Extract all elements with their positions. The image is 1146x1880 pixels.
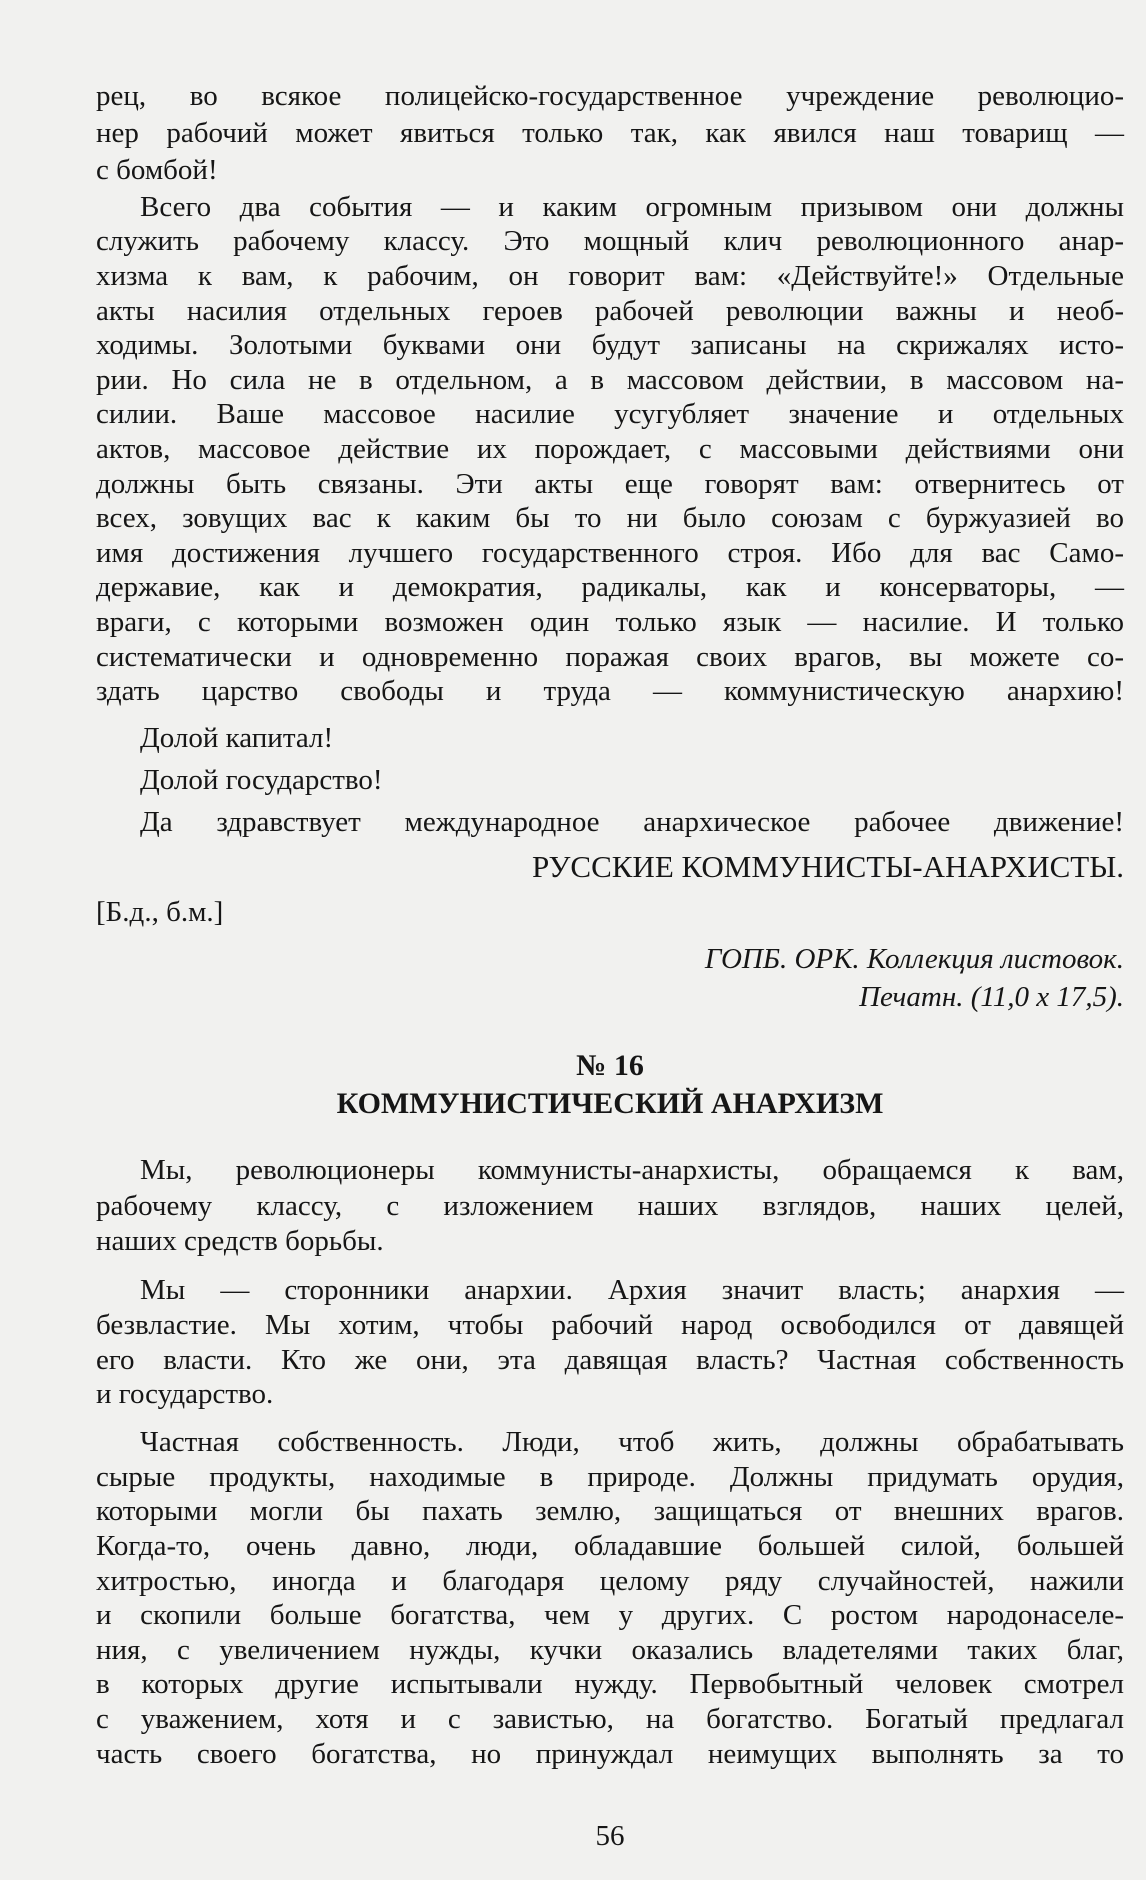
text-line: ходимы. Золотыми буквами они будут записаны на скрижалях исто- bbox=[96, 329, 1124, 361]
text-line: Мы — сторонники анархии. Архия значит власть; анархия — bbox=[140, 1274, 1124, 1306]
text-line: хитростью, иногда и благодаря целому ряду случайностей, нажили bbox=[96, 1565, 1124, 1597]
text-line: наших средств борьбы. bbox=[96, 1225, 384, 1257]
document-title: КОММУНИСТИЧЕСКИЙ АНАРХИЗМ bbox=[336, 1087, 884, 1120]
text-line: Частная собственность. Люди, чтоб жить, должны обрабатывать bbox=[140, 1426, 1124, 1458]
text-line: которыми могли бы пахать землю, защищаться от внешних врагов. bbox=[96, 1495, 1124, 1527]
archive-reference: Печатн. (11,0 х 17,5). bbox=[859, 981, 1124, 1013]
text-line: силии. Ваше массовое насилие усугубляет значение и отдельных bbox=[96, 398, 1124, 430]
text-line: Долой государство! bbox=[140, 764, 383, 796]
text-line: Мы, революционеры коммунисты-анархисты, обращаемся к вам, bbox=[140, 1154, 1124, 1186]
text-line: ния, с увеличением нужды, кучки оказались владетелями таких благ, bbox=[96, 1634, 1124, 1666]
text-line: и скопили больше богатства, чем у других. С ростом народонаселе- bbox=[96, 1599, 1124, 1631]
text-line: рабочему классу, с изложением наших взглядов, наших целей, bbox=[96, 1190, 1124, 1222]
text-line: Всего два события — и каким огромным призывом они должны bbox=[140, 191, 1124, 223]
text-line: Да здравствует международное анархическое рабочее движение! bbox=[140, 806, 1124, 838]
text-line: с бомбой! bbox=[96, 154, 218, 186]
text-line: и государство. bbox=[96, 1378, 274, 1410]
text-line: имя достижения лучшего государственного строя. Ибо для вас Само- bbox=[96, 537, 1124, 569]
text-line: Долой капитал! bbox=[140, 722, 334, 754]
text-line: Когда-то, очень давно, люди, обладавшие большей силой, большей bbox=[96, 1530, 1124, 1562]
text-line: систематически и одновременно поражая своих врагов, вы можете со- bbox=[96, 641, 1124, 673]
text-line: его власти. Кто же они, эта давящая власть? Частная собственность bbox=[96, 1344, 1124, 1376]
text-line: с уважением, хотя и с завистью, на богатство. Богатый предлагал bbox=[96, 1703, 1124, 1735]
document-number: № 16 bbox=[576, 1049, 644, 1082]
archive-reference: ГОПБ. ОРК. Коллекция листовок. bbox=[704, 943, 1124, 975]
text-line: враги, с которыми возможен один только язык — насилие. И только bbox=[96, 606, 1124, 638]
text-line: хизма к вам, к рабочим, он говорит вам: «Действуйте!» Отдельные bbox=[96, 260, 1124, 292]
text-line: рии. Но сила не в отдельном, а в массовом действии, в массовом на- bbox=[96, 364, 1124, 396]
page-number: 56 bbox=[595, 1820, 625, 1852]
text-line: актов, массовое действие их порождает, с массовыми действиями они bbox=[96, 433, 1124, 465]
text-line: безвластие. Мы хотим, чтобы рабочий народ освободился от давящей bbox=[96, 1309, 1124, 1341]
text-line: должны быть связаны. Эти акты еще говорят вам: отвернитесь от bbox=[96, 468, 1124, 500]
text-line: здать царство свободы и труда — коммунистическую анархию! bbox=[96, 675, 1124, 707]
text-line: нер рабочий может явиться только так, как явился наш товарищ — bbox=[96, 117, 1124, 149]
text-line: часть своего богатства, но принуждал неимущих выполнять за то bbox=[96, 1738, 1124, 1770]
text-line: державие, как и демократия, радикалы, как и консерваторы, — bbox=[96, 571, 1124, 603]
signature: РУССКИЕ КОММУНИСТЫ-АНАРХИСТЫ. bbox=[531, 849, 1124, 884]
text-line: акты насилия отдельных героев рабочей революции важны и необ- bbox=[96, 295, 1124, 327]
text-line: служить рабочему классу. Это мощный клич революционного анар- bbox=[96, 225, 1124, 257]
text-line: сырые продукты, находимые в природе. Должны придумать орудия, bbox=[96, 1461, 1124, 1493]
date-place-note: [Б.д., б.м.] bbox=[96, 896, 224, 928]
text-line: всех, зовущих вас к каким бы то ни было союзам с буржуазией во bbox=[96, 502, 1124, 534]
text-line: рец, во всякое полицейско-государственное учреждение революцио- bbox=[96, 80, 1124, 112]
text-line: в которых другие испытывали нужду. Первобытный человек смотрел bbox=[96, 1668, 1124, 1700]
